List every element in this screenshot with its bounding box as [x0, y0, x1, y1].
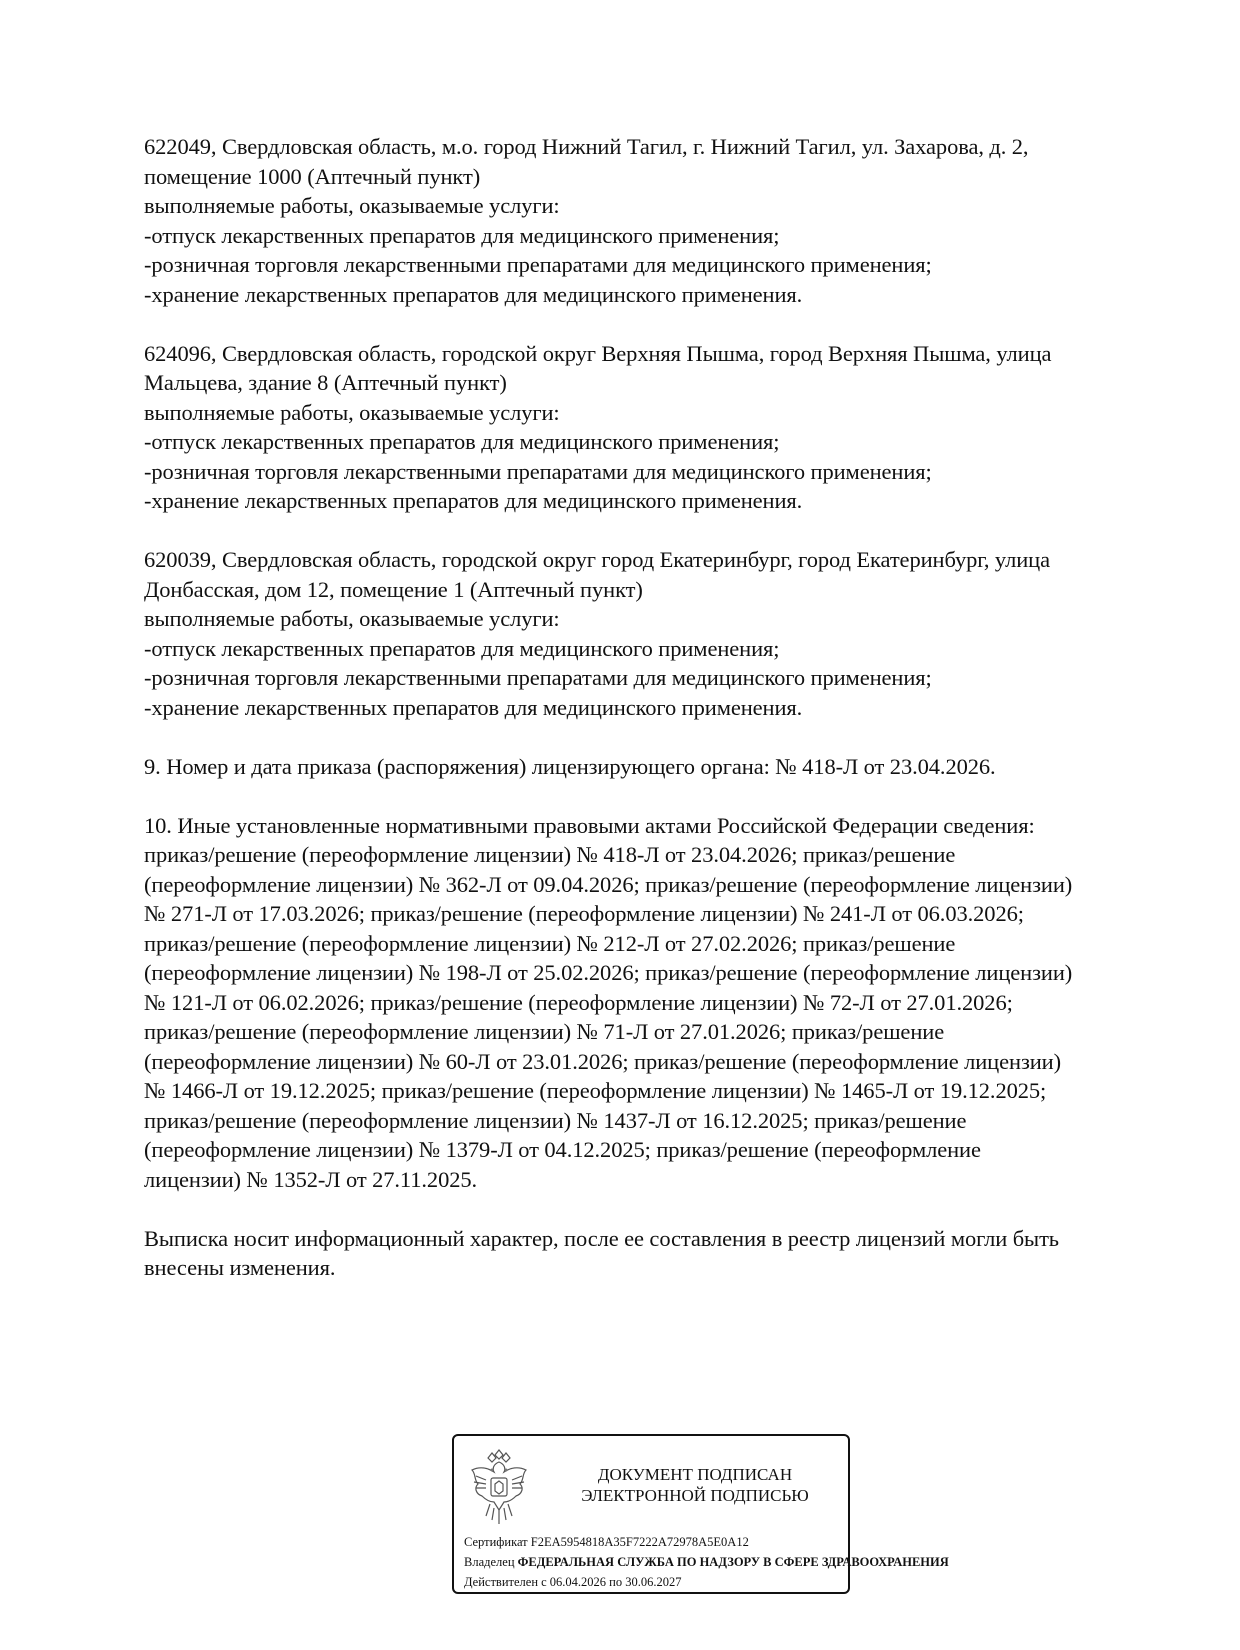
certificate-row: [464, 1532, 924, 1552]
address-line: 622049, Свердловская область, м.о. город Нижний Тагил, г. Нижний Тагил, ул. Захарова, д. 2,: [144, 134, 1029, 159]
service-item: -розничная торговля лекарственными препаратами для медицинского применения;: [144, 458, 932, 484]
owner-label: Владелец: [464, 1555, 515, 1569]
other-info-heading: 10. Иные установленные нормативными правовыми актами Российской Федерации сведения:: [144, 812, 1035, 838]
disclaimer-line: Выписка носит информационный характер, после ее составления в реестр лицензий могли быть: [144, 1225, 1059, 1251]
service-item: -отпуск лекарственных препаратов для медицинского применения;: [144, 429, 780, 454]
certificate-label: Сертификат: [464, 1535, 528, 1549]
owner-row: [464, 1552, 949, 1572]
validity-row: Действителен с 06.04.2026 по 30.06.2027: [464, 1575, 682, 1589]
order-history-line: лицензии) № 1352-Л от 27.11.2025.: [144, 1166, 478, 1192]
order-history-line: (переоформление лицензии) № 1379-Л от 04.12.2025; приказ/решение (переоформление: [144, 1137, 981, 1162]
order-history-line: № 271-Л от 17.03.2026; приказ/решение (переоформление лицензии) № 241-Л от 06.03.2026;: [144, 901, 1024, 926]
stamp-details: [464, 1532, 949, 1592]
order-history-line: (переоформление лицензии) № 362-Л от 09.04.2026; приказ/решение (переоформление лицензии): [144, 871, 1073, 897]
order-history-line: приказ/решение (переоформление лицензии) № 1437-Л от 16.12.2025; приказ/решение: [144, 1107, 967, 1133]
order-history-line: приказ/решение (переоформление лицензии) № 212-Л от 27.02.2026; приказ/решение: [144, 930, 956, 956]
services-heading: выполняемые работы, оказываемые услуги:: [144, 399, 560, 425]
order-history-line: (переоформление лицензии) № 60-Л от 23.01.2026; приказ/решение (переоформление лицензии): [144, 1048, 1062, 1074]
order-history-line: (переоформление лицензии) № 198-Л от 25.02.2026; приказ/решение (переоформление лицензии): [144, 960, 1073, 985]
order-history-line: № 121-Л от 06.02.2026; приказ/решение (переоформление лицензии) № 72-Л от 27.01.2026;: [144, 989, 1013, 1015]
address-block-2: [144, 339, 1164, 516]
order-history-line: приказ/решение (переоформление лицензии) № 418-Л от 23.04.2026; приказ/решение: [144, 842, 956, 867]
services-heading: выполняемые работы, оказываемые услуги:: [144, 606, 560, 631]
item-9-order-number: [144, 752, 1164, 782]
order-history-line: приказ/решение (переоформление лицензии) № 71-Л от 27.01.2026; приказ/решение: [144, 1019, 945, 1044]
document-body: [144, 132, 1164, 1312]
address-line: Донбасская, дом 12, помещение 1 (Аптечный пункт): [144, 576, 643, 602]
address-line: помещение 1000 (Аптечный пункт): [144, 163, 481, 189]
service-item: -хранение лекарственных препаратов для медицинского применения.: [144, 488, 803, 513]
item-10-other-info: [144, 811, 1164, 1195]
address-block-3: [144, 545, 1164, 722]
services-heading: выполняемые работы, оказываемые услуги:: [144, 193, 560, 218]
service-item: -розничная торговля лекарственными препаратами для медицинского применения;: [144, 252, 932, 277]
stamp-title-line: ЭЛЕКТРОННОЙ ПОДПИСЬЮ: [581, 1486, 809, 1505]
russian-coat-of-arms-icon: [466, 1450, 532, 1526]
disclaimer-line: внесены изменения.: [144, 1255, 336, 1280]
disclaimer-note: [144, 1224, 1164, 1283]
owner-name: ФЕДЕРАЛЬНАЯ СЛУЖБА ПО НАДЗОРУ В СФЕРЕ ЗДРАВООХРАНЕНИЯ: [517, 1555, 949, 1569]
service-item: -отпуск лекарственных препаратов для медицинского применения;: [144, 222, 780, 248]
service-item: -хранение лекарственных препаратов для медицинского применения.: [144, 281, 803, 307]
stamp-title-line: ДОКУМЕНТ ПОДПИСАН: [597, 1465, 793, 1484]
address-line: Мальцева, здание 8 (Аптечный пункт): [144, 370, 507, 395]
address-block-1: [144, 132, 1164, 309]
order-history-line: № 1466-Л от 19.12.2025; приказ/решение (переоформление лицензии) № 1465-Л от 19.12.2025;: [144, 1078, 1047, 1103]
electronic-signature-stamp: [452, 1434, 949, 1594]
order-number-text: 9. Номер и дата приказа (распоряжения) лицензирующего органа: № 418-Л от 23.04.2026.: [144, 753, 996, 779]
address-line: 624096, Свердловская область, городской округ Верхняя Пышма, город Верхняя Пышма, улица: [144, 340, 1052, 366]
service-item: -отпуск лекарственных препаратов для медицинского применения;: [144, 635, 780, 661]
service-item: -хранение лекарственных препаратов для медицинского применения.: [144, 694, 803, 720]
stamp-title: [554, 1464, 836, 1506]
service-item: -розничная торговля лекарственными препаратами для медицинского применения;: [144, 665, 932, 690]
certificate-number: F2EA5954818A35F7222A72978A5E0A12: [530, 1535, 749, 1549]
address-line: 620039, Свердловская область, городской округ город Екатеринбург, город Екатеринбург, улица: [144, 547, 1050, 572]
